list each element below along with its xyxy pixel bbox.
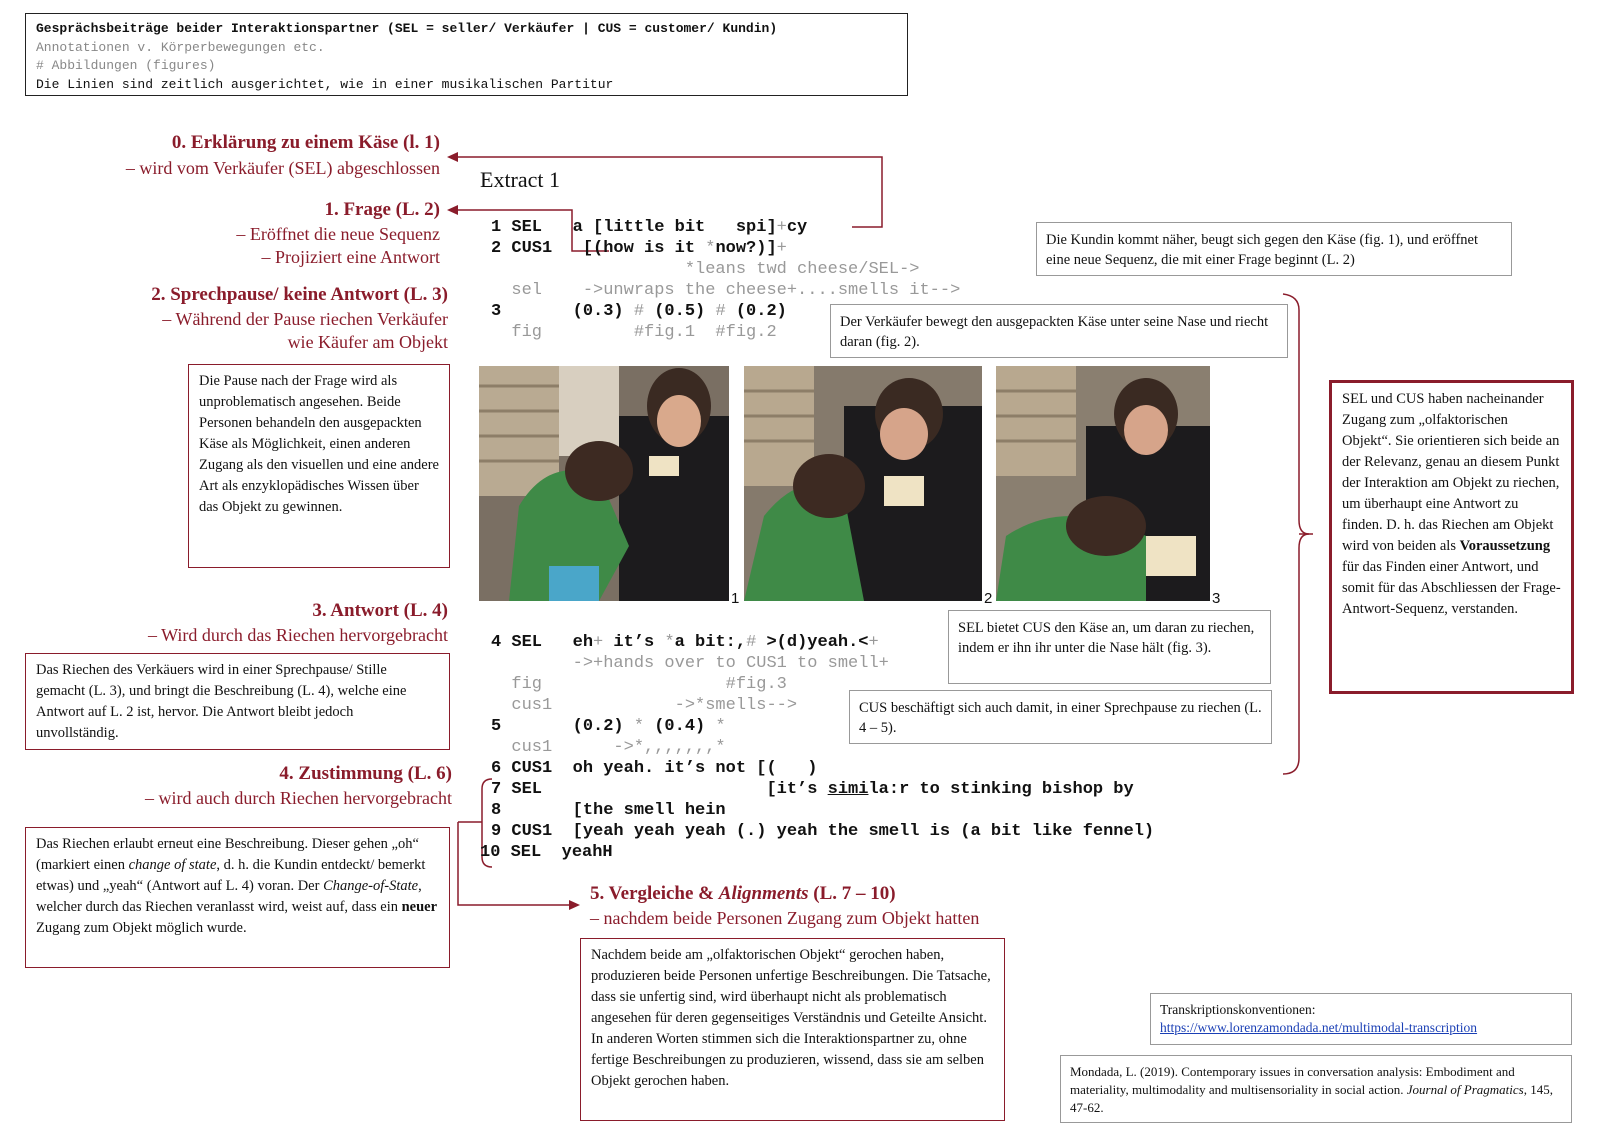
agree-text-1: Das Riechen erlaubt erneut eine Beschreibung. Dieser gehen „oh“ (markiert einen: [36, 836, 419, 873]
heading-4-sub: – wird auch durch Riechen hervorgebracht: [144, 788, 452, 808]
reference-text-3: , 145, 47-62.: [1070, 1082, 1553, 1115]
line-4-mark-2: *: [664, 633, 675, 652]
line-5-mid: (0.4): [644, 717, 716, 736]
callout-customer-smells: CUS beschäftigt sich auch damit, in einer Sprechpause zu riechen (L. 4 – 5).: [849, 690, 1272, 744]
line-4-mid-1: it’s: [603, 633, 665, 652]
legend-line-annotations: Annotationen v. Körperbewegungen etc.: [36, 39, 325, 55]
agree-text-4: Change-of-State: [323, 878, 419, 894]
heading-2-sub-1: – Während der Pause riechen Verkäufer: [162, 309, 448, 329]
heading-5-sub: – nachdem beide Personen Zugang zum Objekt hatten: [590, 908, 980, 928]
transcript-annotation-sel: sel ->unwraps the cheese+....smells it-->: [491, 281, 961, 300]
line-7-stress: simi: [827, 780, 869, 799]
figure-number-1: 1: [731, 590, 740, 607]
agree-text-2: change of state: [128, 857, 217, 873]
line-3-end: (0.2): [725, 302, 787, 321]
heading-1-sub-1: – Eröffnet die neue Sequenz: [236, 224, 440, 244]
legend-line-alignment: Die Linien sind zeitlich ausgerichtet, wie in einer musikalischen Partitur: [36, 76, 614, 92]
figure-photo-2: [744, 366, 982, 601]
comparison-explanation-box: Nachdem beide am „olfaktorischen Objekt“ gerochen haben, produzieren beide Personen unfertige Beschreibungen. Die Tatsache, dass sie unfertig sind, wird überhaupt nicht als problematisch angesehen für deren gegenseitiges Verständnis und Geteilte Ansicht. In anderen Worten stimmen sich die Interaktionspartner zu, ohne fertige Beschreibungen zu produzieren, wissend, dass sie am selben Objekt gerochen haben.: [580, 938, 1005, 1121]
line-7-text: 7 SEL [it’s: [491, 780, 828, 799]
figure-number-3: 3: [1212, 590, 1221, 607]
callout-seller-smells: Der Verkäufer bewegt den ausgepackten Käse unter seine Nase und riecht daran (fig. 2).: [830, 304, 1288, 358]
heading-5-a: 5. Vergleiche &: [590, 883, 719, 904]
heading-1-sub-2: – Projiziert eine Antwort: [261, 247, 440, 267]
heading-5-c: (L. 7 – 10): [808, 883, 896, 904]
transcript-line-3: [491, 302, 787, 322]
heading-3: 3. Antwort (L. 4): [312, 600, 448, 621]
transcript-line-10: 10 SEL yeahH: [480, 843, 613, 862]
line-4-mid-2: a bit:,: [674, 633, 747, 652]
figure-photo-3: [996, 366, 1210, 601]
reference-text-1: Mondada, L. (2019). Contemporary issues in conversation analysis: Embodiment and materiality, multimodality and multisensoriality in social action.: [1070, 1064, 1515, 1097]
transcript-annotation-lean: *leans twd cheese/SEL->: [491, 260, 920, 279]
transcript-annotation-cus1-end: cus1 ->*,,,,,,,*: [491, 738, 726, 757]
heading-4: 4. Zustimmung (L. 6): [279, 763, 452, 784]
line-2-mark-2: +: [776, 239, 787, 258]
heading-0-sub: – wird vom Verkäufer (SEL) abgeschlossen: [125, 158, 440, 178]
agree-text-3: , d. h. die Kundin entdeckt/ bemerkt etwas) und „yeah“ (Antwort auf L. 4) voran. Der: [36, 857, 426, 894]
line-4-mark-1: +: [593, 633, 604, 652]
heading-0: 0. Erklärung zu einem Käse (l. 1): [171, 132, 440, 153]
access-explanation-box: [1329, 380, 1574, 694]
callout-seller-offers: SEL bietet CUS den Käse an, um daran zu riechen, indem er ihn ihr unter die Nase hält (fig. 3).: [948, 610, 1271, 684]
transcript-line-4: [491, 633, 879, 653]
line-1-mark: +: [776, 218, 787, 237]
line-2-mark-1: *: [705, 239, 716, 258]
right-text-3: für das Finden einer Antwort, und somit für das Abschliessen der Frage-Antwort-Sequenz, verstanden.: [1342, 559, 1561, 617]
conventions-label: Transkriptionskonventionen:: [1160, 1002, 1316, 1017]
line-4-end: >(d)yeah.<: [756, 633, 869, 652]
agree-text-7: Zugang zum Objekt möglich wurde.: [36, 920, 247, 936]
line-1-text: 1 SEL a [little bit spi]: [491, 218, 777, 237]
figure-number-2: 2: [984, 590, 993, 607]
transcript-line-9: 9 CUS1 [yeah yeah yeah (.) yeah the smell is (a bit like fennel): [491, 822, 1155, 841]
right-text-2: Voraussetzung: [1459, 538, 1551, 554]
line-3-text: 3 (0.3): [491, 302, 634, 321]
agreement-explanation-box: [25, 827, 450, 968]
conventions-link[interactable]: https://www.lorenzamondada.net/multimodal-transcription: [1160, 1020, 1478, 1035]
extract-title: Extract 1: [480, 167, 561, 192]
transcript-line-6: 6 CUS1 oh yeah. it’s not [( ): [491, 759, 818, 778]
agree-text-6: neuer: [401, 899, 438, 915]
line-4-mark-3: +: [868, 633, 879, 652]
answer-explanation-box: Das Riechen des Verkäuers wird in einer Sprechpause/ Stille gemacht (L. 3), und bringt die Beschreibung (L. 4), welche eine Antwort auf L. 2 ist, hervor. Die Antwort bleibt jedoch unvollständig.: [25, 653, 450, 750]
reference-journal: Journal of Pragmatics: [1406, 1082, 1524, 1097]
heading-2: 2. Sprechpause/ keine Antwort (L. 3): [151, 284, 448, 305]
line-4-fig-3: #: [746, 633, 757, 652]
legend-line-speech: Gesprächsbeiträge beider Interaktionspartner (SEL = seller/ Verkäufer | CUS = customer/ Kundin): [36, 21, 778, 36]
line-3-fig-1: #: [633, 302, 645, 321]
line-5-mark-2: *: [715, 717, 726, 736]
callout-customer-approaches: Die Kundin kommt näher, beugt sich gegen den Käse (fig. 1), und eröffnet eine neue Sequenz, die mit einer Frage beginnt (L. 2): [1036, 222, 1512, 276]
line-7-end: la:r to stinking bishop by: [868, 780, 1134, 799]
heading-2-sub-2: wie Käufer am Objekt: [287, 332, 448, 352]
line-5-mark-1: *: [633, 717, 645, 736]
heading-5-b: Alignments: [718, 883, 809, 904]
heading-1: 1. Frage (L. 2): [324, 199, 440, 220]
line-4-text: 4 SEL eh: [491, 633, 594, 652]
figure-photo-1: [479, 366, 729, 601]
line-3-mid: (0.5): [644, 302, 716, 321]
right-text-1: SEL und CUS haben nacheinander Zugang zum „olfaktorischen Objekt“. Sie orientieren sich beide an der Relevanz, genau an diesem Punkt der Interaktion am Objekt zu riechen, um überhaupt eine Antwort zu finden. D. h. das Riechen am Objekt wird von beiden als: [1342, 391, 1560, 554]
line-5-text: 5 (0.2): [491, 717, 634, 736]
transcript-annotation-fig3: fig #fig.3: [491, 675, 787, 694]
heading-3-sub: – Wird durch das Riechen hervorgebracht: [147, 625, 448, 645]
legend-line-figures: # Abbildungen (figures): [36, 58, 216, 73]
transcript-line-7: [491, 780, 1134, 800]
reference-box: [1060, 1055, 1572, 1123]
line-2-text: 2 CUS1 [(how is it: [491, 239, 706, 258]
line-1-end: cy: [786, 218, 808, 237]
agree-text-5: , welcher durch das Riechen veranlasst wird, weist auf, dass ein: [36, 878, 422, 915]
transcript-annotation-fig: fig #fig.1 #fig.2: [491, 323, 777, 342]
line-3-fig-2: #: [715, 302, 726, 321]
transcript-annotation-handover: ->+hands over to CUS1 to smell+: [491, 654, 889, 673]
line-2-end: now?)]: [715, 239, 777, 258]
transcript-annotation-cus1-smells: cus1 ->*smells-->: [491, 696, 798, 715]
transcript-line-2: [491, 239, 787, 259]
transcript-line-5: [491, 717, 726, 737]
pause-explanation-box: Die Pause nach der Frage wird als unproblematisch angesehen. Beide Personen behandeln den ausgepackten Käse als Möglichkeit, einen anderen Zugang als den visuellen und eine andere Art als enzyklopädisches Wissen über das Objekt zu gewinnen.: [188, 364, 450, 568]
conventions-box: [1150, 993, 1572, 1045]
transcript-line-8: 8 [the smell hein: [491, 801, 726, 820]
transcript-line-1: [491, 218, 807, 238]
heading-5: [590, 883, 896, 905]
